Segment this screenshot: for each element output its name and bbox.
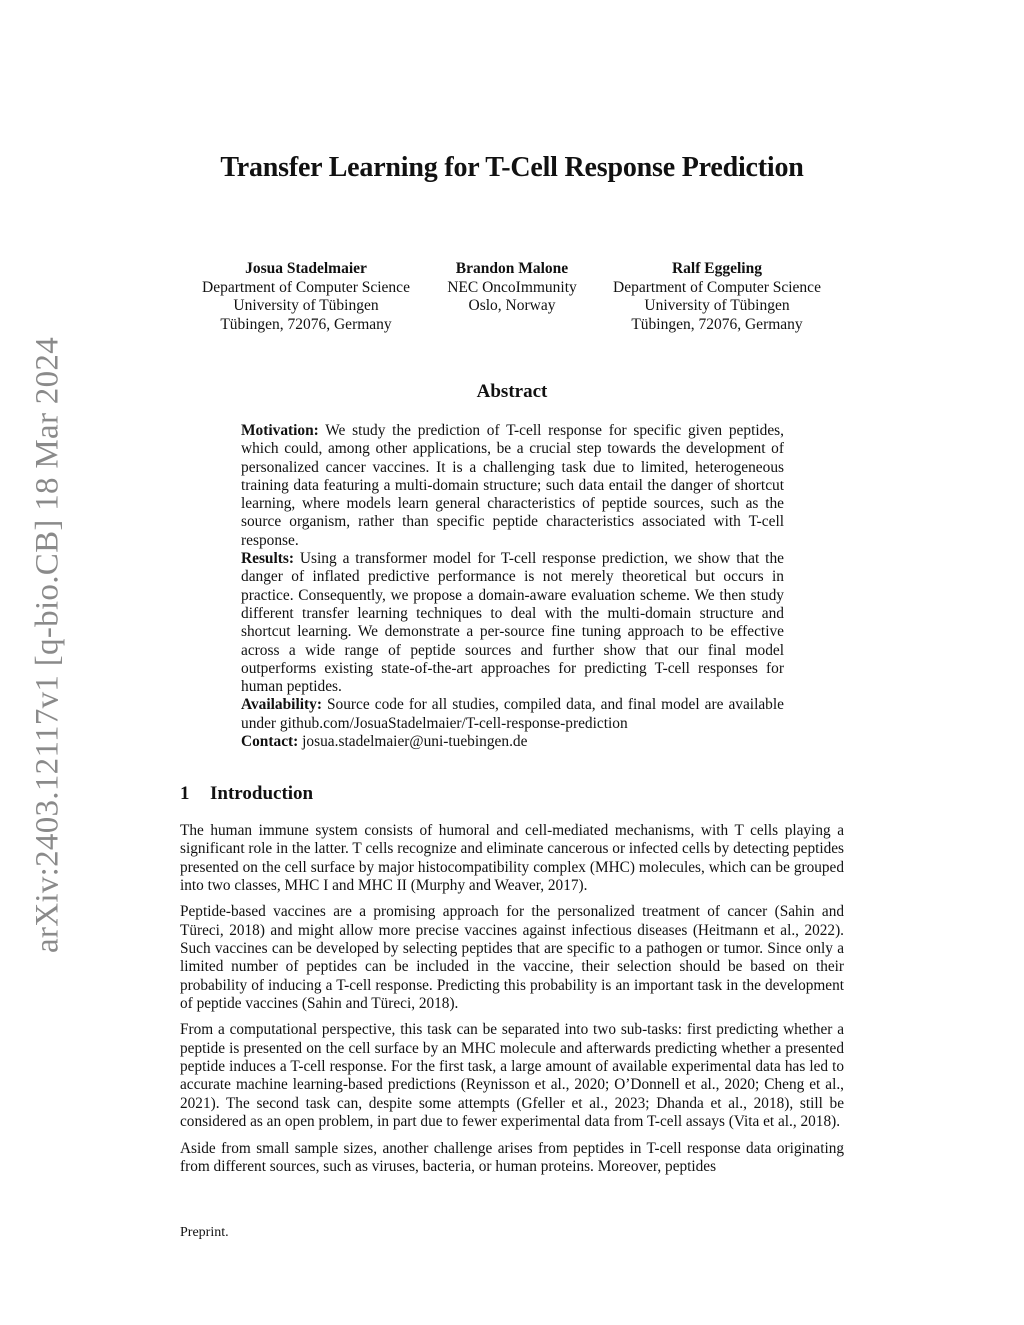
author-block xyxy=(0,260,1024,340)
author-name: Brandon Malone xyxy=(455,260,569,277)
author-1 xyxy=(202,260,410,334)
author-affiliation-line: University of Tübingen xyxy=(644,297,790,314)
author-name: Josua Stadelmaier xyxy=(245,260,367,277)
abstract-heading: Abstract xyxy=(476,381,548,402)
arxiv-identifier: arXiv:2403.12117v1 [q-bio.CB] 18 Mar 2024 xyxy=(29,336,66,954)
paper-title: Transfer Learning for T-Cell Response Prediction xyxy=(220,152,804,183)
author-3 xyxy=(613,260,821,334)
paragraph: From a computational perspective, this task can be separated into two sub-tasks: first predicting whether a peptide is presented on the cell surface by an MHC molecule and afterwards predicting whether a presented peptide induces a T-cell response. For the first task, a large amount of available experimental data has led to accurate machine learning-based predictions (Reynisson et al., 2020; O’Donnell et al., 2020; Cheng et al., 2021). The second task can, despite some attempts (Gfeller et al., 2023; Dhanda et al., 2018), still be considered as an open problem, in part due to fewer experimental data from T-cell assays (Vita et al., 2018). xyxy=(180,1021,844,1131)
section-title: Introduction xyxy=(210,783,314,804)
availability-label: Availability: xyxy=(241,696,322,714)
contact-label: Contact: xyxy=(241,733,299,751)
motivation-text: We study the prediction of T-cell response for specific given peptides, which could, among other applications, be a crucial step towards the development of personalized cancer vaccines. It is a challenging task due to limited, heterogeneous training data featuring a multi-domain structure; such data entail the danger of shortcut learning, where models learn general characteristics of peptide sources, such as the source organism, rather than specific peptide characteristics associated with T-cell response. xyxy=(241,422,784,549)
paragraph: Peptide-based vaccines are a promising approach for the personalized treatment of cancer (Sahin and Türeci, 2018) and might allow more precise vaccines against infectious diseases (Heitmann et al., 2022). Such vaccines can be developed by selecting peptides that are specific to a pathogen or tumor. Since only a limited number of peptides can be included in the vaccine, their selection should be based on their probability of inducing a T-cell response. Predicting this probability is an important task in the development of peptide vaccines (Sahin and Türeci, 2018). xyxy=(180,903,844,1013)
abstract-results xyxy=(241,550,784,696)
motivation-label: Motivation: xyxy=(241,422,319,439)
introduction-body xyxy=(180,822,844,1184)
results-text: Using a transformer model for T-cell response prediction, we show that the danger of inflated predictive performance is not merely theoretical but occurs in practice. Consequently, we propose a domain-aware evaluation scheme. We then study different transfer learning techniques to deal with the multi-domain structure and shortcut learning. We demonstrate a per-source fine tuning approach to be effective across a wide range of peptide sources and further show that our final model outperforms existing state-of-the-art approaches for predicting T-cell responses for human peptides. xyxy=(241,550,784,696)
paragraph: Aside from small sample sizes, another challenge arises from peptides in T-cell response data originating from different sources, such as viruses, bacteria, or human proteins. Moreover, peptides xyxy=(180,1139,844,1175)
author-affiliation-line: NEC OncoImmunity xyxy=(447,278,577,296)
section-heading xyxy=(180,783,313,805)
abstract-availability xyxy=(241,696,784,733)
author-affiliation-line: Tübingen, 72076, Germany xyxy=(631,315,803,333)
author-affiliation-line: Department of Computer Science xyxy=(613,278,821,296)
paragraph: The human immune system consists of humoral and cell-mediated mechanisms, with T cells playing a significant role in the latter. T cells recognize and eliminate cancerous or infected cells by detecting peptides presented on the cell surface by major histocompatibility complex (MHC) molecules, which can be grouped into two classes, MHC I and MHC II (Murphy and Weaver, 2017). xyxy=(180,822,844,895)
availability-text: Source code for all studies, compiled data, and final model are available under github.com/JosuaStadelmaier/T-cell-response-prediction xyxy=(241,696,784,732)
section-number: 1 xyxy=(180,783,190,804)
abstract-body xyxy=(241,422,784,751)
author-affiliation-line: Tübingen, 72076, Germany xyxy=(220,315,392,333)
abstract-motivation xyxy=(241,422,784,550)
author-affiliation-line: University of Tübingen xyxy=(233,297,379,314)
author-affiliation-line: Department of Computer Science xyxy=(202,278,410,296)
contact-text: josua.stadelmaier@uni-tuebingen.de xyxy=(302,733,528,751)
author-affiliation-line: Oslo, Norway xyxy=(468,297,556,314)
author-2 xyxy=(447,260,577,316)
results-label: Results: xyxy=(241,550,295,568)
author-name: Ralf Eggeling xyxy=(671,260,762,277)
abstract-contact xyxy=(241,733,784,751)
footer-note: Preprint. xyxy=(180,1225,229,1240)
